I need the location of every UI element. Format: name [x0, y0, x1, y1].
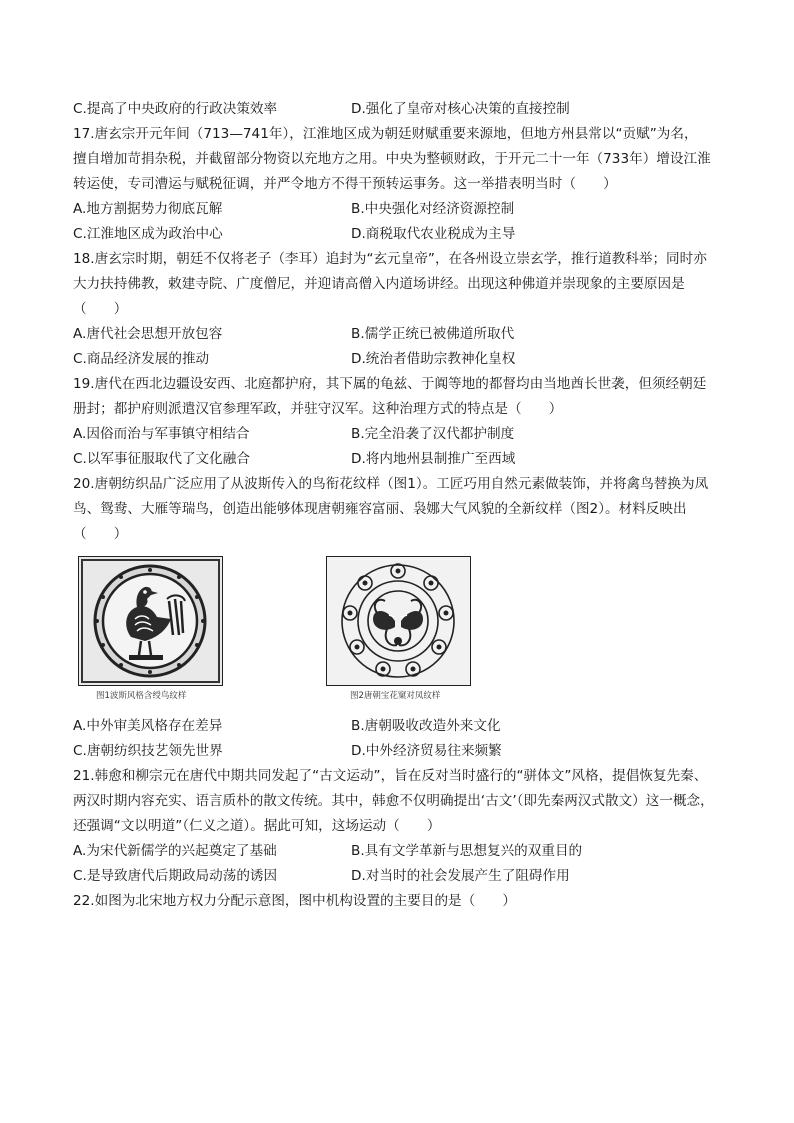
q17-option-a: A.地方割据势力彻底瓦解 — [73, 201, 223, 217]
q21-stem-line-2: 两汉时期内容充实、语言质朴的散文传统。其中，韩愈不仅明确提出‘古文’（即先秦两汉式散文）这一概念， — [73, 793, 714, 809]
q18-option-a: A.唐代社会思想开放包容 — [73, 326, 223, 342]
ribbon-bird-icon — [79, 557, 222, 685]
q21-option-c: C.是导致唐代后期政局动荡的诱因 — [73, 868, 278, 884]
q19-stem-line-1: 19.唐代在西北边疆设安西、北庭都护府，其下属的龟兹、于阗等地的都督均由当地酋长世袭，但须经朝廷 — [73, 376, 707, 392]
q20-option-a: A.中外审美风格存在差异 — [73, 718, 223, 734]
q17-option-d: D.商税取代农业税成为主导 — [351, 226, 516, 242]
figure-1-persian-bird-pattern — [78, 556, 223, 686]
q21-option-b: B.具有文学革新与思想复兴的双重目的 — [351, 843, 583, 859]
q18-option-d: D.统治者借助宗教神化皇权 — [351, 351, 516, 367]
q21-option-d: D.对当时的社会发展产生了阻碍作用 — [351, 868, 570, 884]
q21-stem-line-3: 还强调“文以明道”（仁义之道）。据此可知，这场运动（ ） — [73, 818, 441, 834]
q21-option-a: A.为宋代新儒学的兴起奠定了基础 — [73, 843, 277, 859]
q19-option-c: C.以军事征服取代了文化融合 — [73, 451, 250, 467]
q21-stem-line-1: 21.韩愈和柳宗元在唐代中期共同发起了“古文运动”，旨在反对当时盛行的“骈体文”风格，提倡恢复先秦、 — [73, 768, 708, 784]
q17-stem-line-1: 17.唐玄宗开元年间（713—741年），江淮地区成为朝廷财赋重要来源地，但地方州县常以“贡赋”为名， — [73, 126, 698, 142]
q22-stem-line-1: 22.如图为北宋地方权力分配示意图，图中机构设置的主要目的是（ ） — [73, 893, 517, 909]
q20-stem-line-2: 鸟、鸳鸯、大雁等瑞鸟，创造出能够体现唐朝雍容富丽、袅娜大气风貌的全新纹样（图2）。材料反映出 — [73, 501, 687, 517]
q19-stem-line-2: 册封；都护府则派遣汉官参理军政，并驻守汉军。这种治理方式的特点是（ ） — [73, 401, 563, 417]
q17-stem-line-2: 擅自增加苛捐杂税，并截留部分物资以充地方之用。中央为整顿财政，于开元二十一年（733年）增设江淮 — [73, 151, 711, 167]
q20-option-c: C.唐朝纺织技艺领先世界 — [73, 743, 223, 759]
q18-option-c: C.商品经济发展的推动 — [73, 351, 210, 367]
q18-stem-line-2: 大力扶持佛教，敕建寺院、广度僧尼，并迎请高僧入内道场讲经。出现这种佛道并崇现象的主要原因是 — [73, 276, 685, 292]
q17-option-c: C.江淮地区成为政治中心 — [73, 226, 223, 242]
q20-stem-line-3: （ ） — [73, 526, 128, 542]
q18-option-b: B.儒学正统已被佛道所取代 — [351, 326, 515, 342]
figure-2-tang-phoenix-pattern — [326, 556, 471, 686]
q19-option-d: D.将内地州县制推广至西域 — [351, 451, 516, 467]
q17-stem-line-3: 转运使，专司漕运与赋税征调，并严令地方不得干预转运事务。这一举措表明当时（ ） — [73, 176, 617, 192]
figure-1-caption: 图1波斯风格含绶鸟纹样 — [96, 691, 187, 701]
q20-option-d: D.中外经济贸易往来频繁 — [351, 743, 502, 759]
q19-option-a: A.因俗而治与军事镇守相结合 — [73, 426, 250, 442]
phoenix-medallion-icon — [327, 557, 470, 685]
q18-stem-line-1: 18.唐玄宗时期，朝廷不仅将老子（李耳）追封为“玄元皇帝”，在各州设立崇玄学，推行道教科举；同时亦 — [73, 251, 707, 267]
q19-option-b: B.完全沿袭了汉代都护制度 — [351, 426, 515, 442]
figure-2-caption: 图2唐朝宝花窠对凤纹样 — [350, 691, 441, 701]
q16-option-c: C.提高了中央政府的行政决策效率 — [73, 101, 278, 117]
q20-option-b: B.唐朝吸收改造外来文化 — [351, 718, 501, 734]
q18-stem-line-3: （ ） — [73, 301, 128, 317]
q20-stem-line-1: 20.唐朝纺织品广泛应用了从波斯传入的鸟衔花纹样（图1）。工匠巧用自然元素做装饰，并将禽鸟替换为凤 — [73, 476, 709, 492]
q16-option-d: D.强化了皇帝对核心决策的直接控制 — [351, 101, 570, 117]
q17-option-b: B.中央强化对经济资源控制 — [351, 201, 515, 217]
